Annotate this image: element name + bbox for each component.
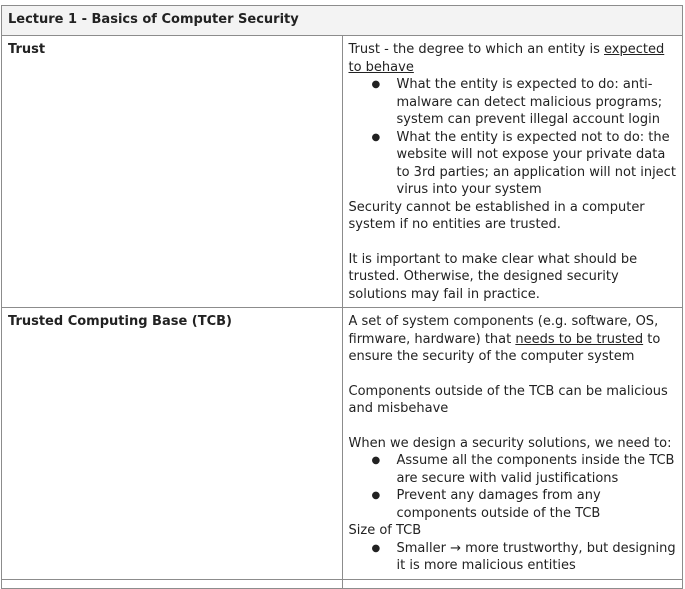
list-item: ● What the entity is expected not to do: the website will not expose your private data to 3rd parties; an application will not inject virus into your system [349,129,677,199]
trust-def-text: Trust - the degree to which an entity is [348,42,605,57]
cut-cell-desc [342,579,683,588]
cut-cell-term [2,579,343,588]
term-tcb: Trusted Computing Base (TCB) [2,308,343,580]
table-row [2,308,683,580]
trust-definition [349,41,677,76]
trust-bullets [349,76,677,199]
tcb-def-text-end: to ensure the security of the computer system [348,331,661,364]
list-item: ● Smaller → more trustworthy, but designing it is more malicious entities [349,540,677,575]
notes-table [1,5,683,589]
tcb-size-bullets [349,540,677,575]
tcb-para-1: Components outside of the TCB can be malicious and misbehave [348,383,668,416]
list-item: ● Prevent any damages from any components outside of the TCB [349,487,677,522]
tcb-def-underlined: needs to be trusted [515,331,644,347]
list-item: ● What the entity is expected to do: anti-malware can detect malicious programs; system can prevent illegal account login [349,76,677,129]
tcb-design-intro: When we design a security solutions, we need to: [348,435,672,451]
tcb-definition [349,313,677,366]
table-row-cut [2,579,683,588]
term-trust: Trust [2,36,343,308]
table-header: Lecture 1 - Basics of Computer Security [2,6,683,36]
trust-para-2: It is important to make clear what should be trusted. Otherwise, the designed security solutions may fail in practice. [348,251,638,302]
tcb-size-title: Size of TCB [348,523,422,538]
tcb-design-bullets [349,452,677,522]
list-item: ● Assume all the components inside the TCB are secure with valid justifications [349,452,677,487]
table-row [2,36,683,308]
desc-tcb [342,308,683,580]
desc-trust [342,36,683,308]
trust-def-underlined: expected to behave [348,42,665,75]
header-row [2,6,683,36]
tcb-def-text: A set of system components (e.g. software, OS, firmware, hardware) that [348,314,659,347]
trust-para-1: Security cannot be established in a computer system if no entities are trusted. [348,199,645,232]
